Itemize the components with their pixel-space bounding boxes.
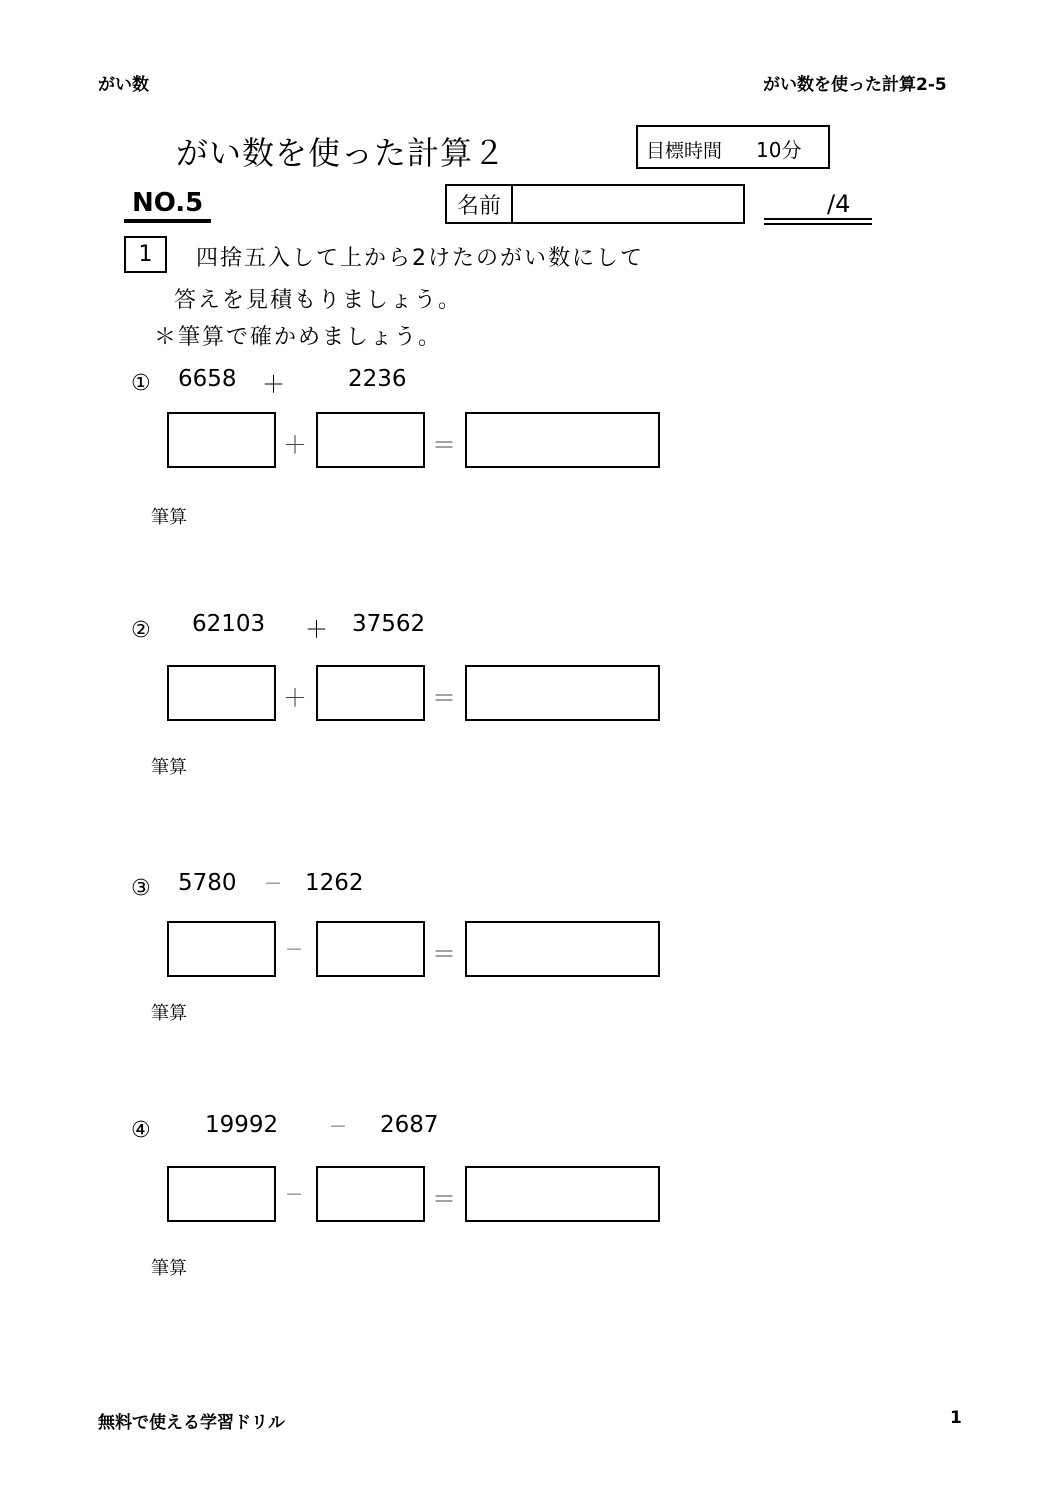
problem-3-operator: － xyxy=(264,874,282,895)
problem-2-operand-b: 37562 xyxy=(352,611,426,637)
problem-2-hissan-label: 筆算 xyxy=(151,757,187,778)
problem-1-hissan-label: 筆算 xyxy=(151,507,187,528)
target-time-value: 10分 xyxy=(756,138,802,162)
problem-1-operand-a: 6658 xyxy=(178,366,237,392)
problem-3-equals: ＝ xyxy=(432,940,456,968)
problem-4-answer-box[interactable] xyxy=(465,1166,660,1222)
question-number-box xyxy=(124,236,167,273)
problem-4-estimate-a-box[interactable] xyxy=(167,1166,276,1222)
instruction-line-2: 答えを見積もりましょう。 xyxy=(174,288,463,313)
problem-3-box-operator: － xyxy=(285,940,303,961)
name-field[interactable] xyxy=(513,186,743,222)
problem-4-operator: － xyxy=(329,1117,347,1138)
problem-2-answer-box[interactable] xyxy=(465,665,660,721)
problem-1-answer-box[interactable] xyxy=(465,412,660,468)
name-label: 名前 xyxy=(447,186,513,222)
question-number: 1 xyxy=(138,242,153,267)
problem-1-estimate-b-box[interactable] xyxy=(316,412,425,468)
problem-4-operand-a: 19992 xyxy=(205,1112,279,1138)
problem-1-equals: ＝ xyxy=(432,431,456,459)
problem-2-operand-a: 62103 xyxy=(192,611,266,637)
header-right: がい数を使った計算2-5 xyxy=(763,75,947,95)
score-underline-top xyxy=(764,218,872,220)
score: /4 xyxy=(827,190,851,218)
name-box xyxy=(445,184,745,224)
problem-4-hissan-label: 筆算 xyxy=(151,1258,187,1279)
problem-1-operator: ＋ xyxy=(262,372,285,398)
problem-2-operator: ＋ xyxy=(305,617,328,643)
problem-4-operand-b: 2687 xyxy=(380,1112,439,1138)
problem-3-operand-a: 5780 xyxy=(178,870,237,896)
instruction-line-3: ＊筆算で確かめましょう。 xyxy=(154,325,443,350)
problem-2-box-operator: ＋ xyxy=(283,684,307,712)
page-number: 1 xyxy=(950,1408,962,1428)
page-title: がい数を使った計算２ xyxy=(176,134,507,172)
problem-2-estimate-a-box[interactable] xyxy=(167,665,276,721)
sheet-number: NO.5 xyxy=(132,188,204,218)
target-time-label: 目標時間 xyxy=(646,140,723,162)
problem-2-equals: ＝ xyxy=(432,684,456,712)
problem-4-number: ④ xyxy=(131,1118,151,1143)
problem-1-operand-b: 2236 xyxy=(348,366,407,392)
footer-left: 無料で使える学習ドリル xyxy=(98,1413,285,1433)
header-left: がい数 xyxy=(98,75,149,95)
problem-4-equals: ＝ xyxy=(432,1185,456,1213)
target-time-box xyxy=(636,125,830,169)
sheet-number-underline xyxy=(124,219,211,223)
problem-2-number: ② xyxy=(131,618,151,643)
problem-1-box-operator: ＋ xyxy=(283,431,307,459)
problem-3-hissan-label: 筆算 xyxy=(151,1003,187,1024)
problem-4-box-operator: － xyxy=(285,1185,303,1206)
problem-3-operand-b: 1262 xyxy=(305,870,364,896)
problem-4-estimate-b-box[interactable] xyxy=(316,1166,425,1222)
problem-3-answer-box[interactable] xyxy=(465,921,660,977)
problem-3-number: ③ xyxy=(131,876,151,901)
problem-3-estimate-a-box[interactable] xyxy=(167,921,276,977)
problem-1-estimate-a-box[interactable] xyxy=(167,412,276,468)
problem-1-number: ① xyxy=(131,371,151,396)
problem-2-estimate-b-box[interactable] xyxy=(316,665,425,721)
problem-3-estimate-b-box[interactable] xyxy=(316,921,425,977)
score-underline-bottom xyxy=(764,223,872,225)
instruction-line-1: 四捨五入して上から2けたのがい数にして xyxy=(196,246,644,271)
